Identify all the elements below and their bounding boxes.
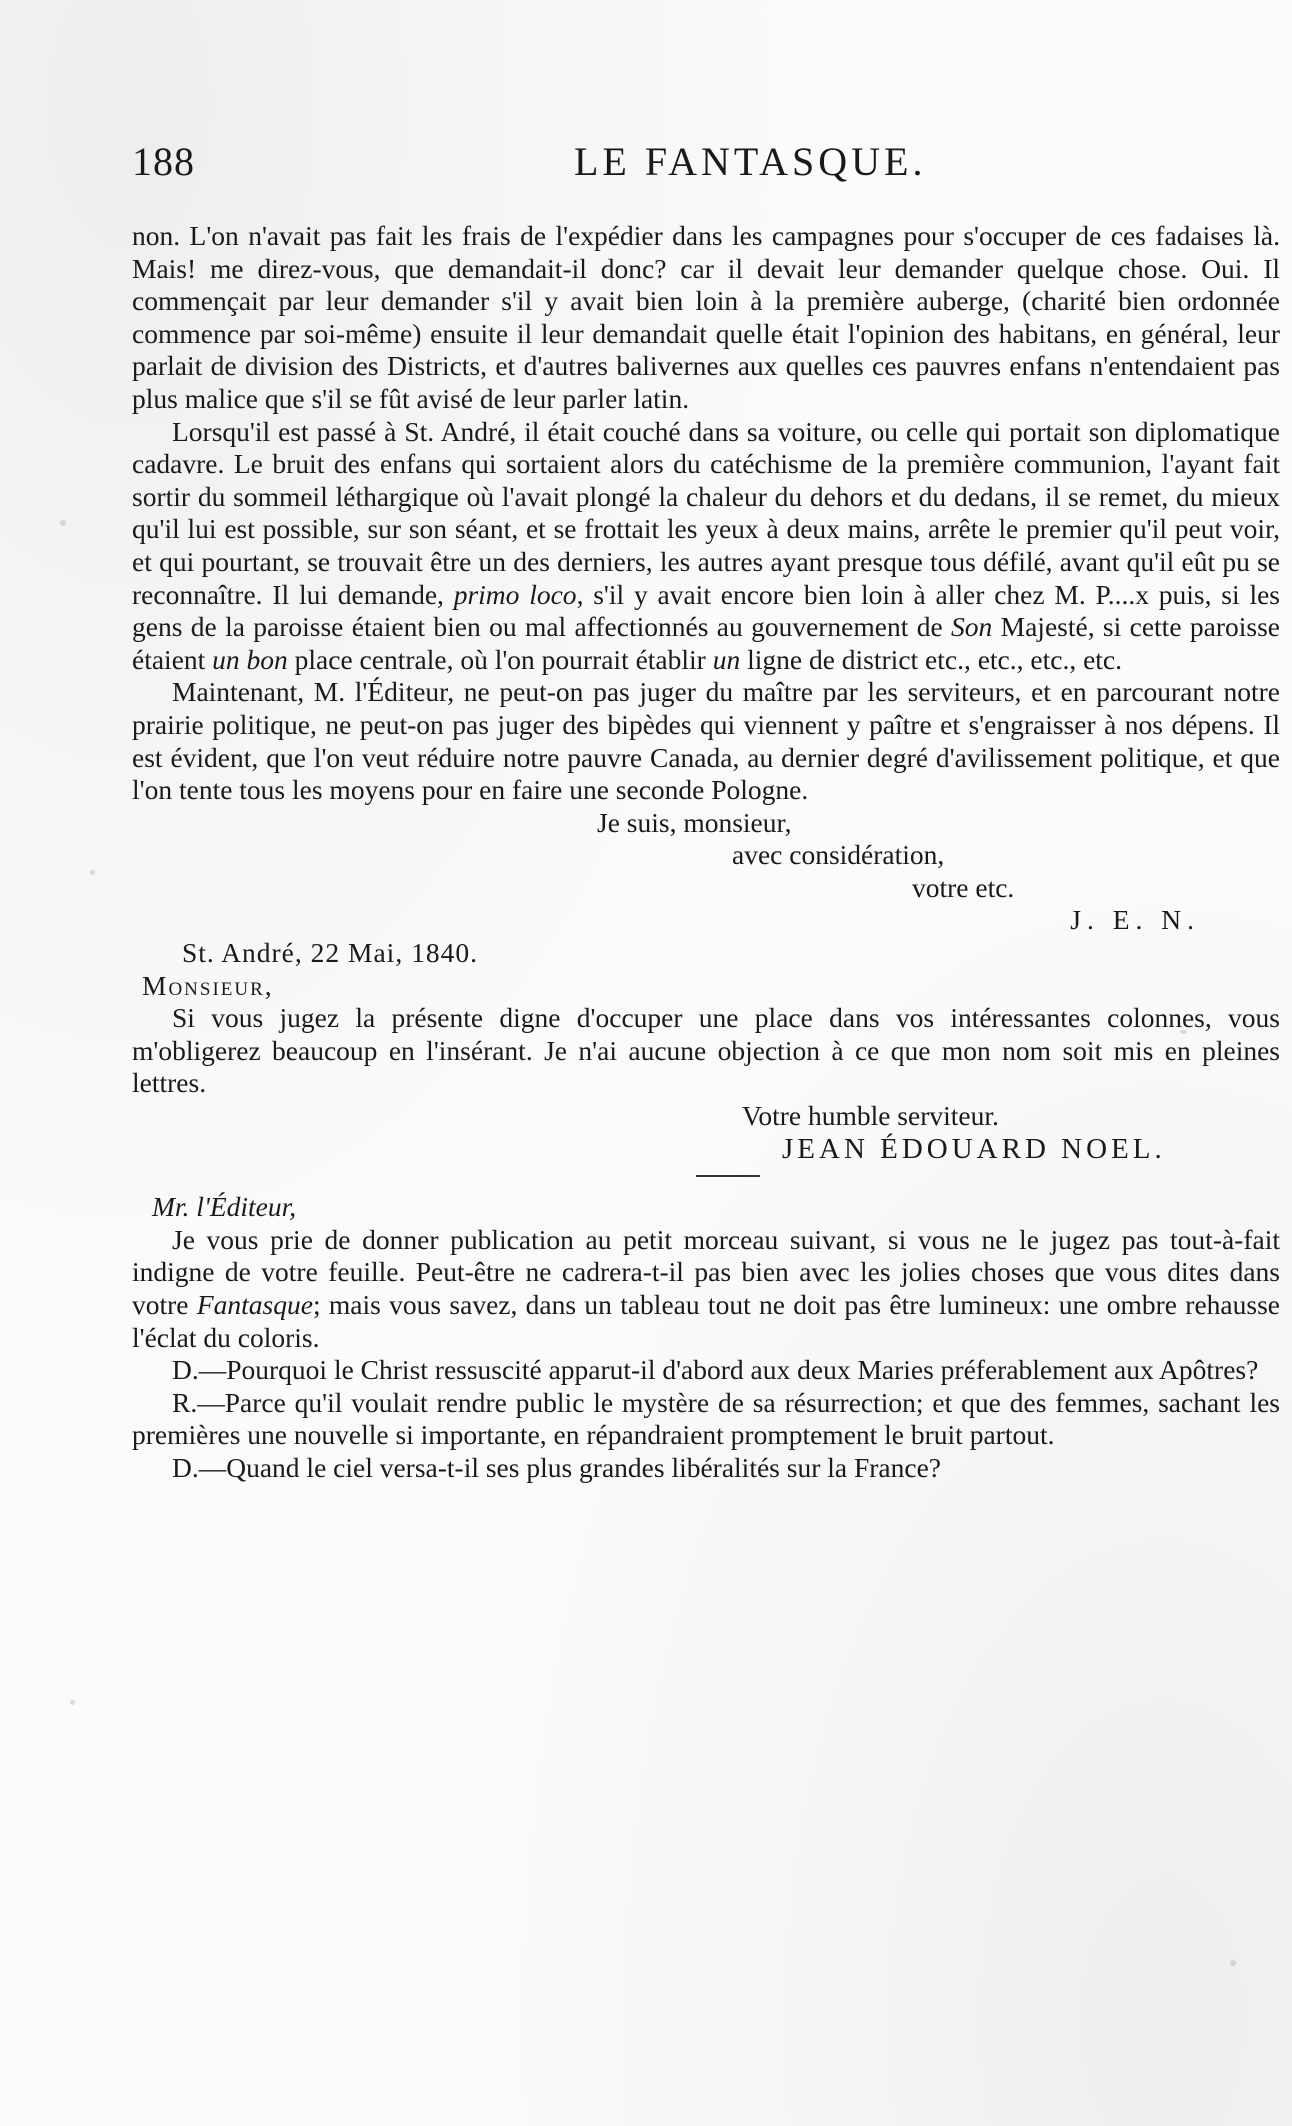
closing-line-3: votre etc.: [912, 871, 1015, 903]
paragraph-letter2: Si vous jugez la présente digne d'occuper une place dans vos intéressantes colonnes, vous m'obligerez beaucoup en l'insérant. Je n'ai aucune objection à ce que mon nom soit mis en pleines lettres.: [132, 1002, 1280, 1099]
closing-line-1: Je suis, monsieur,: [597, 806, 792, 838]
paragraph-letter3: [132, 1224, 1280, 1354]
answer-1: R.—Parce qu'il voulait rendre public le mystère de sa résurrection; et que des femmes, sachant les premières une nouvelle si importante, en répandraient promptement le bruit partout.: [132, 1386, 1280, 1451]
paragraph-2: [132, 416, 1280, 677]
closing-humble: Votre humble serviteur.: [742, 1100, 999, 1132]
section-divider: [696, 1175, 760, 1177]
paragraph-2-part-d: place centrale, où l'on pourrait établir: [287, 643, 713, 675]
paragraph-2-part-b: , s'il y avait encore bien loin à aller chez M. P....x puis, si les gens de la paroisse étaient bien ou mal affectionnés au gouvernement de: [132, 578, 1280, 643]
fantasque-italic: Fantasque: [196, 1289, 313, 1320]
print-speck: [70, 1700, 75, 1705]
salutation-editeur: Mr. l'Éditeur,: [152, 1191, 297, 1223]
closing-line-2: avec considération,: [732, 839, 945, 871]
print-speck: [90, 870, 95, 875]
print-speck: [1180, 1030, 1187, 1034]
paragraph-1: non. L'on n'avait pas fait les frais de l'expédier dans les campagnes pour s'occuper de ces fadaises là. Mais! me direz-vous, que demandait-il donc? car il devait leur demander quelque chose. Oui. Il commençait par leur demander s'il y avait bien loin à la première auberge, (charité bien ordonnée commence par soi-même) ensuite il leur demandait quelle était l'opinion des habitans, en général, leur parlait de division des Districts, et d'autres balivernes aux quelles ces pauvres enfans n'entendaient pas plus malice que s'il se fût avisé de leur parler latin.: [132, 220, 1280, 414]
paragraph-letter3-part-a: Je vous prie de donner publication au petit morceau suivant, si vous ne le jugez pas tout-à-fait indigne de votre feuille. Peut-être ne cadrera-t-il pas bien avec les jolies choses que vous dites dans votre: [132, 1223, 1280, 1320]
paragraph-2-part-c: Majesté, si cette paroisse étaient: [132, 611, 1280, 675]
article-body: [132, 220, 1280, 1485]
paragraph-2-part-a: Lorsqu'il est passé à St. André, il était couché dans sa voiture, ou celle qui portait son diplomatique cadavre. Le bruit des enfans qui sortaient alors du catéchisme de la première communion, l'ayant fait sortir du sommeil léthargique où l'avait plongé la chaleur du dehors et du dedans, il se remet, du mieux qu'il lui est possible, sur son séant, et se frottait les yeux à deux mains, arrête le premier qu'il peut voir, et qui pourtant, se trouvait être un des derniers, les autres ayant presque tous défilé, avant qu'il eût pu se reconnaître. Il lui demande,: [132, 415, 1280, 610]
primo-loco-italic: primo loco: [453, 578, 577, 610]
print-speck: [1230, 1960, 1236, 1966]
page: [132, 138, 1280, 1485]
salutation-monsieur: Monsieur,: [142, 969, 274, 1001]
signature-name: JEAN ÉDOUARD NOEL.: [782, 1132, 1166, 1165]
question-1: D.—Pourquoi le Christ ressuscité apparut-il d'abord aux deux Maries préferablement aux Apôtres?: [172, 1354, 1259, 1386]
journal-title: LE FANTASQUE.: [574, 139, 927, 184]
un-bon-italic: un bon: [212, 643, 288, 675]
running-head: [132, 138, 1280, 198]
signature-initials: J. E. N.: [1070, 904, 1200, 936]
un-italic: un: [712, 643, 741, 675]
print-speck: [60, 520, 66, 526]
page-number: 188: [132, 139, 195, 184]
paragraph-2-part-e: ligne de district etc., etc., etc., etc.: [740, 643, 1122, 675]
paragraph-3: Maintenant, M. l'Éditeur, ne peut-on pas juger du maître par les serviteurs, et en parcourant notre prairie politique, ne peut-on pas juger des bipèdes qui viennent y paître et s'engraisser à nos dépens. Il est évident, que l'on veut réduire notre pauvre Canada, au dernier degré d'avilissement politique, et que l'on tente tous les moyens pour en faire une seconde Pologne.: [132, 676, 1280, 806]
dateline: St. André, 22 Mai, 1840.: [182, 937, 478, 969]
question-2: D.—Quand le ciel versa-t-il ses plus grandes libéralités sur la France?: [172, 1451, 941, 1483]
paragraph-letter3-part-b: ; mais vous savez, dans un tableau tout ne doit pas être lumineux: une ombre rehausse l'éclat du coloris.: [132, 1289, 1280, 1353]
son-italic: Son: [951, 611, 993, 643]
